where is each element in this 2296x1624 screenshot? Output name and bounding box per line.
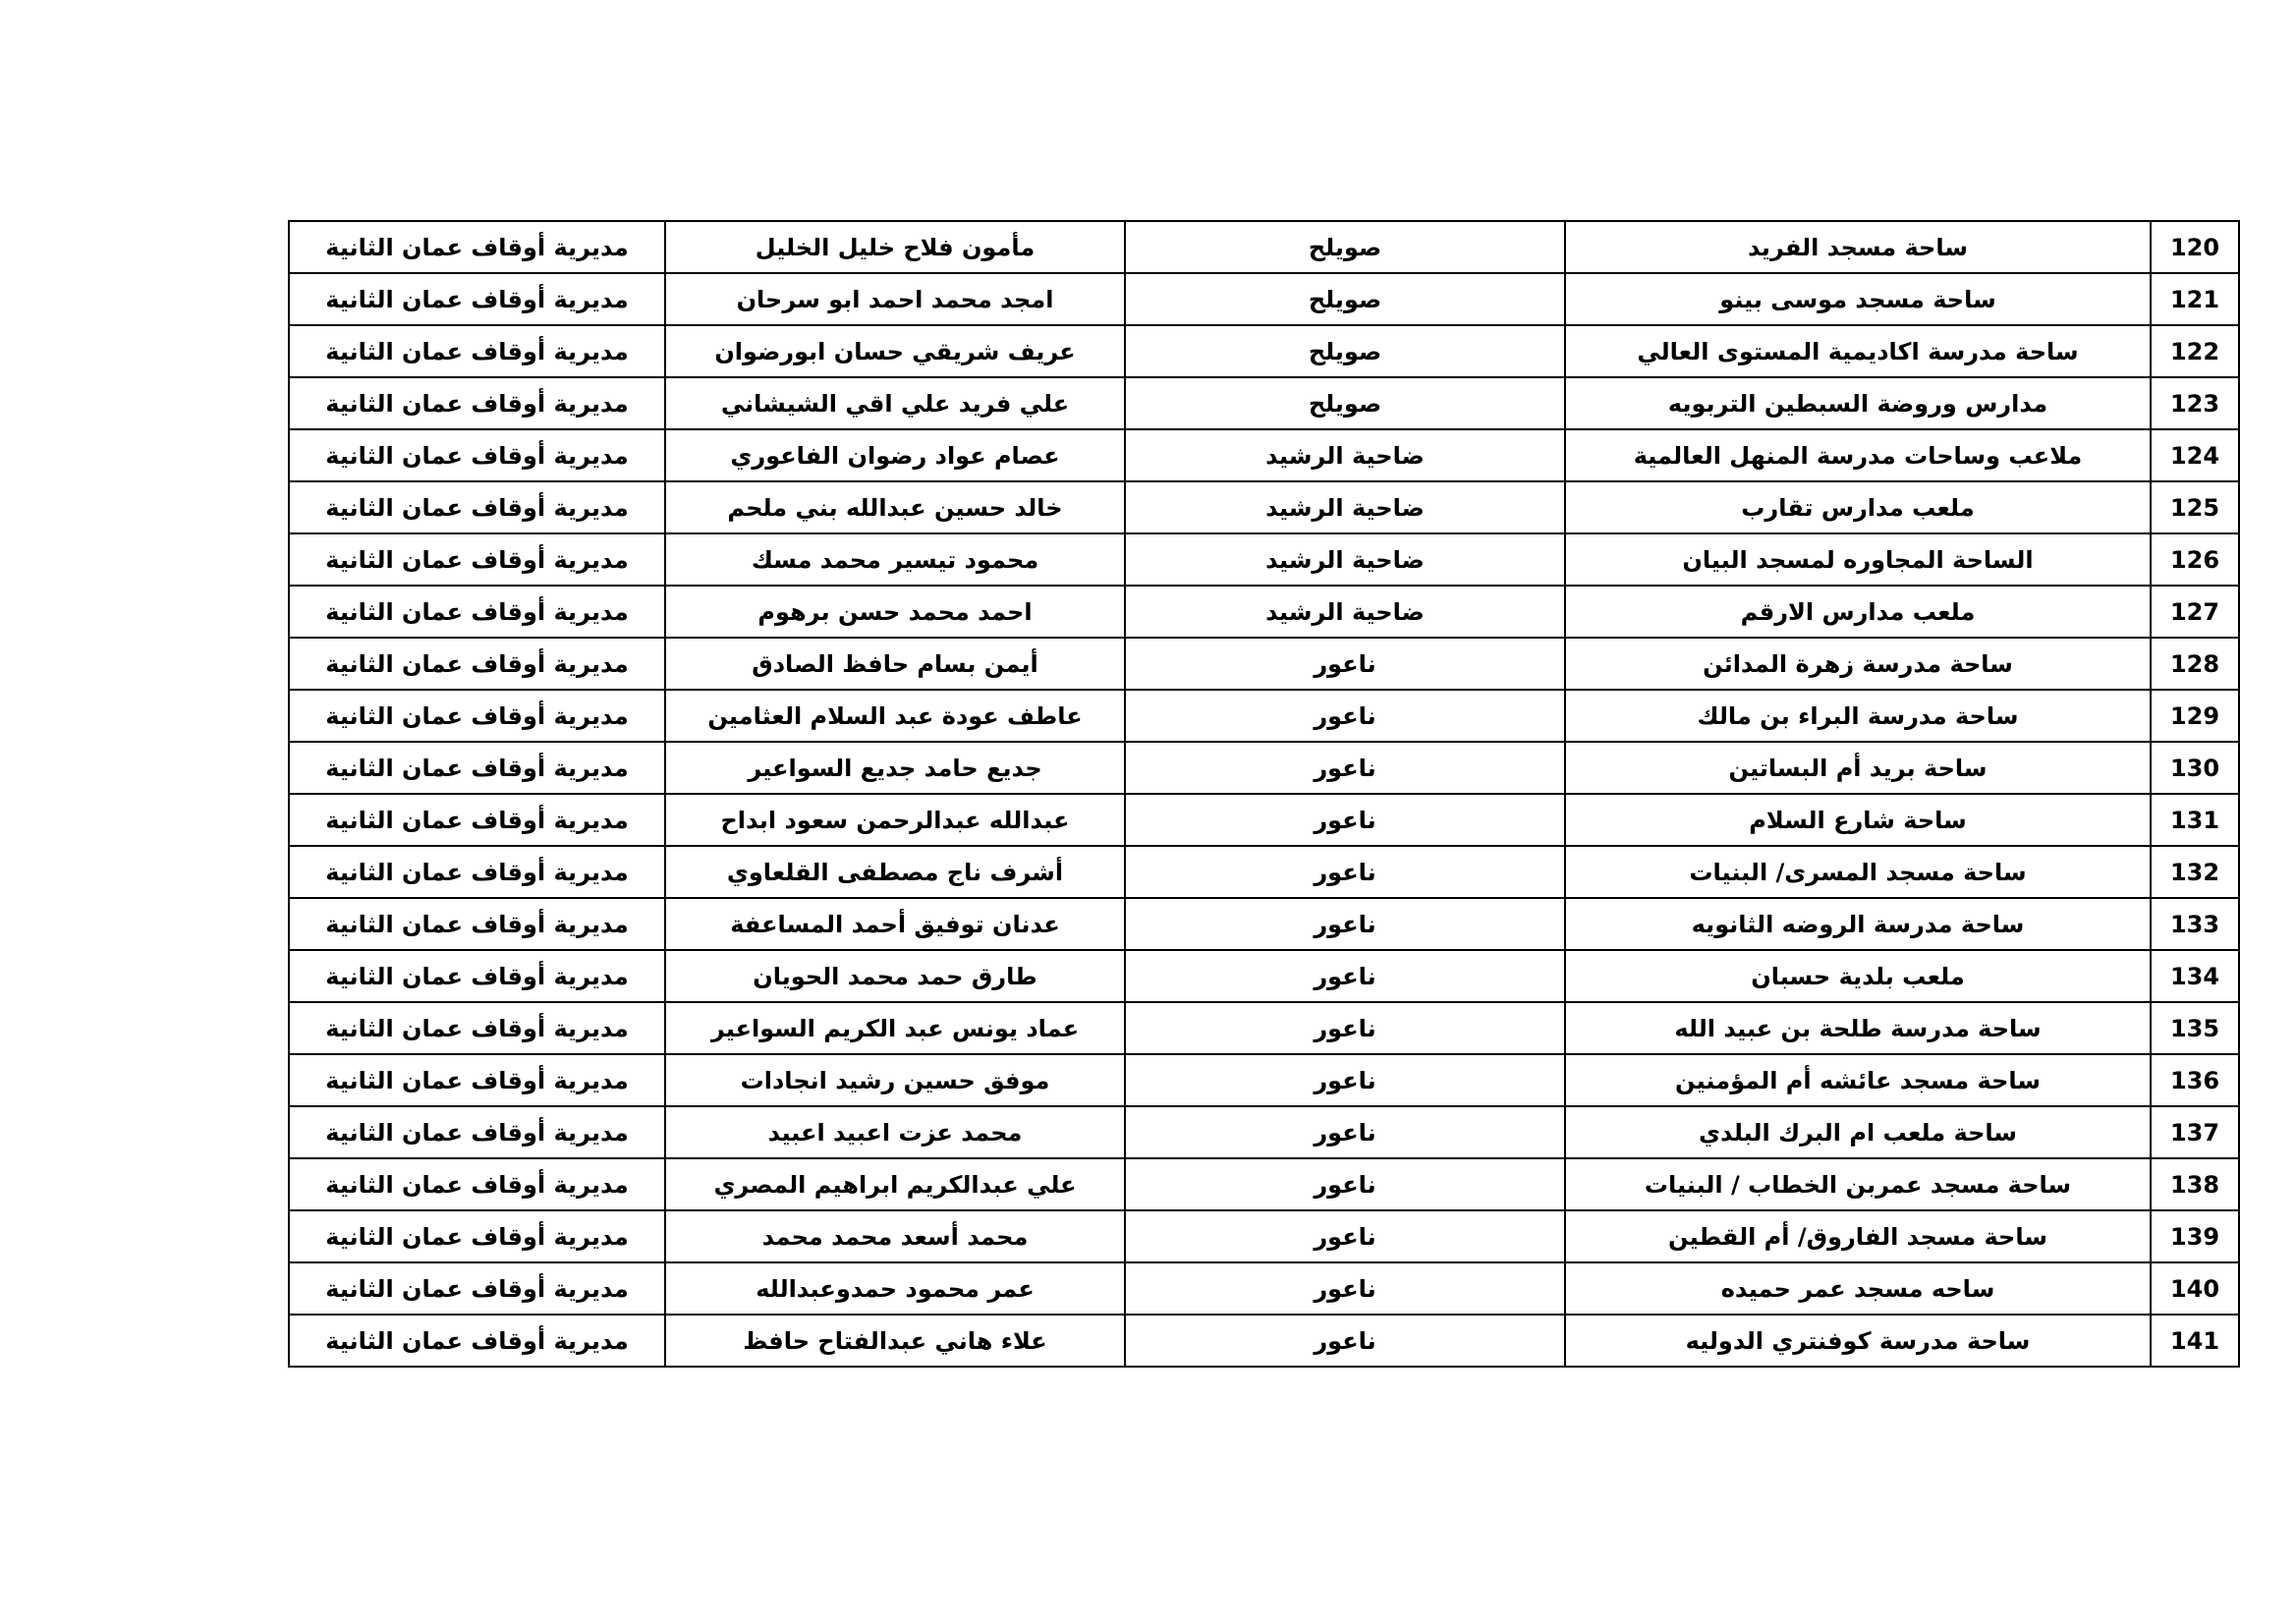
row-number-cell: 122: [2151, 325, 2239, 377]
area-cell: ناعور: [1125, 742, 1565, 794]
site-name-cell: ساحة مدرسة اكاديمية المستوى العالي: [1565, 325, 2151, 377]
person-name-cell: امجد محمد احمد ابو سرحان: [665, 273, 1125, 325]
area-cell: ناعور: [1125, 1002, 1565, 1054]
table-row: [289, 1315, 2239, 1367]
row-number-cell: 128: [2151, 638, 2239, 690]
area-cell: ناعور: [1125, 1106, 1565, 1158]
table-row: [289, 273, 2239, 325]
area-cell: ناعور: [1125, 898, 1565, 950]
directorate-cell: مديرية أوقاف عمان الثانية: [289, 481, 665, 533]
row-number-cell: 120: [2151, 221, 2239, 273]
directorate-cell: مديرية أوقاف عمان الثانية: [289, 533, 665, 586]
person-name-cell: عماد يونس عبد الكريم السواعير: [665, 1002, 1125, 1054]
row-number-cell: 133: [2151, 898, 2239, 950]
directorate-cell: مديرية أوقاف عمان الثانية: [289, 638, 665, 690]
row-number-cell: 125: [2151, 481, 2239, 533]
person-name-cell: خالد حسين عبدالله بني ملحم: [665, 481, 1125, 533]
row-number-cell: 139: [2151, 1210, 2239, 1262]
site-name-cell: ساحة مسجد عمربن الخطاب / البنيات: [1565, 1158, 2151, 1210]
table-row: [289, 638, 2239, 690]
directorate-cell: مديرية أوقاف عمان الثانية: [289, 1054, 665, 1106]
site-name-cell: ساحة مدرسة زهرة المدائن: [1565, 638, 2151, 690]
area-cell: ناعور: [1125, 1210, 1565, 1262]
table-row: [289, 481, 2239, 533]
table-row: [289, 950, 2239, 1002]
row-number-cell: 123: [2151, 377, 2239, 429]
area-cell: ضاحية الرشيد: [1125, 481, 1565, 533]
person-name-cell: عريف شريقي حسان ابورضوان: [665, 325, 1125, 377]
area-cell: ضاحية الرشيد: [1125, 429, 1565, 481]
table-row: [289, 221, 2239, 273]
row-number-cell: 132: [2151, 846, 2239, 898]
directorate-cell: مديرية أوقاف عمان الثانية: [289, 1210, 665, 1262]
site-name-cell: ساحة ملعب ام البرك البلدي: [1565, 1106, 2151, 1158]
table-row: [289, 794, 2239, 846]
directorate-cell: مديرية أوقاف عمان الثانية: [289, 794, 665, 846]
table-row: [289, 1106, 2239, 1158]
directorate-cell: مديرية أوقاف عمان الثانية: [289, 221, 665, 273]
person-name-cell: علاء هاني عبدالفتاح حافظ: [665, 1315, 1125, 1367]
area-cell: ناعور: [1125, 1315, 1565, 1367]
table-row: [289, 325, 2239, 377]
person-name-cell: عاطف عودة عبد السلام العثامين: [665, 690, 1125, 742]
directorate-cell: مديرية أوقاف عمان الثانية: [289, 898, 665, 950]
table-row: [289, 898, 2239, 950]
directorate-cell: مديرية أوقاف عمان الثانية: [289, 1158, 665, 1210]
directorate-cell: مديرية أوقاف عمان الثانية: [289, 273, 665, 325]
table-row: [289, 846, 2239, 898]
site-name-cell: الساحة المجاوره لمسجد البيان: [1565, 533, 2151, 586]
directorate-cell: مديرية أوقاف عمان الثانية: [289, 1262, 665, 1315]
site-name-cell: مدارس وروضة السبطين التربويه: [1565, 377, 2151, 429]
row-number-cell: 138: [2151, 1158, 2239, 1210]
directorate-cell: مديرية أوقاف عمان الثانية: [289, 742, 665, 794]
site-name-cell: ساحة مدرسة الروضه الثانويه: [1565, 898, 2151, 950]
person-name-cell: طارق حمد محمد الحويان: [665, 950, 1125, 1002]
directorate-cell: مديرية أوقاف عمان الثانية: [289, 1106, 665, 1158]
directorate-cell: مديرية أوقاف عمان الثانية: [289, 429, 665, 481]
row-number-cell: 137: [2151, 1106, 2239, 1158]
table-row: [289, 1262, 2239, 1315]
directorate-cell: مديرية أوقاف عمان الثانية: [289, 325, 665, 377]
table-row: [289, 586, 2239, 638]
table-row: [289, 377, 2239, 429]
site-name-cell: ساحة مدرسة البراء بن مالك: [1565, 690, 2151, 742]
person-name-cell: عدنان توفيق أحمد المساعفة: [665, 898, 1125, 950]
person-name-cell: عمر محمود حمدوعبدالله: [665, 1262, 1125, 1315]
person-name-cell: أيمن بسام حافظ الصادق: [665, 638, 1125, 690]
table-row: [289, 429, 2239, 481]
area-cell: ناعور: [1125, 1054, 1565, 1106]
person-name-cell: أشرف ناج مصطفى القلعاوي: [665, 846, 1125, 898]
person-name-cell: احمد محمد حسن برهوم: [665, 586, 1125, 638]
row-number-cell: 134: [2151, 950, 2239, 1002]
site-name-cell: ساحة مسجد الفريد: [1565, 221, 2151, 273]
person-name-cell: عصام عواد رضوان الفاعوري: [665, 429, 1125, 481]
table-row: [289, 742, 2239, 794]
directorate-cell: مديرية أوقاف عمان الثانية: [289, 586, 665, 638]
row-number-cell: 136: [2151, 1054, 2239, 1106]
site-name-cell: ملعب بلدية حسبان: [1565, 950, 2151, 1002]
area-cell: صويلح: [1125, 325, 1565, 377]
area-cell: صويلح: [1125, 221, 1565, 273]
row-number-cell: 129: [2151, 690, 2239, 742]
table-row: [289, 1054, 2239, 1106]
area-cell: ناعور: [1125, 1158, 1565, 1210]
table-row: [289, 1210, 2239, 1262]
area-cell: ناعور: [1125, 950, 1565, 1002]
person-name-cell: مأمون فلاح خليل الخليل: [665, 221, 1125, 273]
site-name-cell: ساحة مسجد عائشه أم المؤمنين: [1565, 1054, 2151, 1106]
site-name-cell: ملاعب وساحات مدرسة المنهل العالمية: [1565, 429, 2151, 481]
person-name-cell: محمد عزت اعبيد اعبيد: [665, 1106, 1125, 1158]
area-cell: صويلح: [1125, 273, 1565, 325]
site-name-cell: ملعب مدارس الارقم: [1565, 586, 2151, 638]
person-name-cell: عبدالله عبدالرحمن سعود ابداح: [665, 794, 1125, 846]
row-number-cell: 141: [2151, 1315, 2239, 1367]
row-number-cell: 127: [2151, 586, 2239, 638]
directorate-cell: مديرية أوقاف عمان الثانية: [289, 846, 665, 898]
site-name-cell: ساحة مدرسة كوفنتري الدوليه: [1565, 1315, 2151, 1367]
site-name-cell: ساحة مسجد الفاروق/ أم القطين: [1565, 1210, 2151, 1262]
site-name-cell: ساحة شارع السلام: [1565, 794, 2151, 846]
person-name-cell: علي عبدالكريم ابراهيم المصري: [665, 1158, 1125, 1210]
directorate-cell: مديرية أوقاف عمان الثانية: [289, 690, 665, 742]
table-row: [289, 1002, 2239, 1054]
area-cell: ناعور: [1125, 690, 1565, 742]
site-name-cell: ساحة مسجد موسى بينو: [1565, 273, 2151, 325]
site-name-cell: ساحة بريد أم البساتين: [1565, 742, 2151, 794]
row-number-cell: 121: [2151, 273, 2239, 325]
area-cell: ضاحية الرشيد: [1125, 533, 1565, 586]
directorate-cell: مديرية أوقاف عمان الثانية: [289, 377, 665, 429]
site-name-cell: ملعب مدارس تقارب: [1565, 481, 2151, 533]
site-name-cell: ساحه مسجد عمر حميده: [1565, 1262, 2151, 1315]
row-number-cell: 126: [2151, 533, 2239, 586]
roster-table-body: [289, 221, 2239, 1367]
roster-table: [288, 220, 2240, 1368]
area-cell: ناعور: [1125, 638, 1565, 690]
person-name-cell: موفق حسين رشيد انجادات: [665, 1054, 1125, 1106]
row-number-cell: 131: [2151, 794, 2239, 846]
area-cell: ناعور: [1125, 1262, 1565, 1315]
directorate-cell: مديرية أوقاف عمان الثانية: [289, 950, 665, 1002]
site-name-cell: ساحة مسجد المسرى/ البنيات: [1565, 846, 2151, 898]
row-number-cell: 140: [2151, 1262, 2239, 1315]
directorate-cell: مديرية أوقاف عمان الثانية: [289, 1315, 665, 1367]
site-name-cell: ساحة مدرسة طلحة بن عبيد الله: [1565, 1002, 2151, 1054]
directorate-cell: مديرية أوقاف عمان الثانية: [289, 1002, 665, 1054]
person-name-cell: محمود تيسير محمد مسك: [665, 533, 1125, 586]
area-cell: ضاحية الرشيد: [1125, 586, 1565, 638]
row-number-cell: 130: [2151, 742, 2239, 794]
row-number-cell: 135: [2151, 1002, 2239, 1054]
table-row: [289, 690, 2239, 742]
person-name-cell: جديع حامد جديع السواعير: [665, 742, 1125, 794]
area-cell: صويلح: [1125, 377, 1565, 429]
area-cell: ناعور: [1125, 846, 1565, 898]
table-row: [289, 533, 2239, 586]
table-row: [289, 1158, 2239, 1210]
person-name-cell: علي فريد علي اقي الشيشاني: [665, 377, 1125, 429]
area-cell: ناعور: [1125, 794, 1565, 846]
person-name-cell: محمد أسعد محمد محمد: [665, 1210, 1125, 1262]
row-number-cell: 124: [2151, 429, 2239, 481]
